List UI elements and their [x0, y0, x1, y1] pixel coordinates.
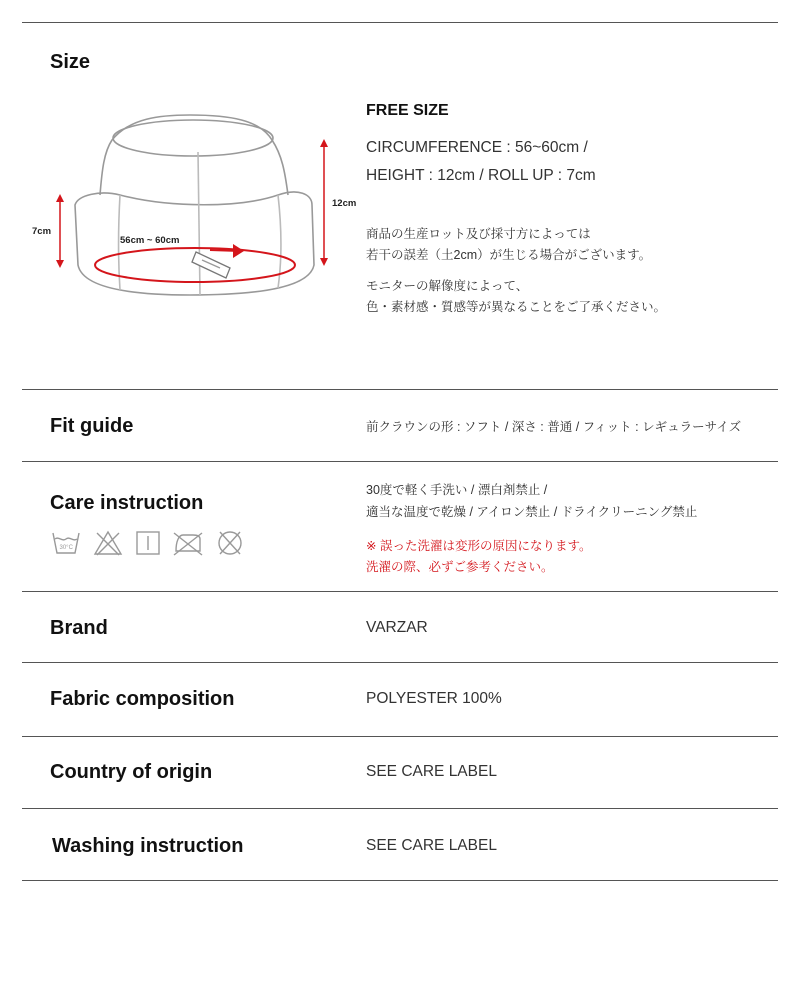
free-size-title: FREE SIZE	[366, 102, 449, 119]
divider-washing	[22, 880, 778, 881]
divider-size	[22, 389, 778, 390]
rollup-label: 7cm	[32, 226, 52, 237]
size-heading: Size	[50, 51, 91, 73]
hat-crown-top	[113, 120, 273, 156]
country-of-origin-value: SEE CARE LABEL	[366, 763, 497, 780]
top-divider	[22, 22, 778, 23]
svg-text:30°C: 30°C	[59, 545, 73, 551]
size-measurement-line-1: CIRCUMFERENCE : 56~60cm /	[366, 139, 588, 156]
divider-brand	[22, 662, 778, 663]
care-symbols	[50, 527, 250, 559]
care-text-line-1: 30度で軽く手洗い / 漂白剤禁止 /	[366, 483, 548, 497]
size-note-1-line-1: 商品の生産ロット及び採寸方によっては	[366, 227, 591, 241]
hat-tag	[192, 252, 230, 278]
care-instruction-label: Care instruction	[50, 492, 204, 514]
fabric-composition-value: POLYESTER 100%	[366, 690, 502, 707]
no-bleach-icon	[95, 532, 121, 555]
hat-size-diagram	[20, 100, 357, 310]
care-warning-line-1: ※ 誤った洗濯は変形の原因になります。	[366, 539, 592, 553]
washing-instruction-value: SEE CARE LABEL	[366, 837, 497, 854]
divider-care	[22, 591, 778, 592]
size-note-2-line-2: 色・素材感・質感等が異なることをご了承ください。	[366, 300, 667, 314]
no-dry-clean-icon	[219, 532, 241, 554]
washing-instruction-label: Washing instruction	[52, 835, 244, 857]
divider-origin	[22, 808, 778, 809]
circumference-label: 56cm ~ 60cm	[120, 235, 180, 246]
size-note-2-line-1: モニターの解像度によって、	[366, 279, 529, 293]
care-warning-line-2: 洗濯の際、必ずご参考ください。	[366, 560, 554, 574]
no-iron-icon	[174, 533, 202, 555]
fit-guide-value: 前クラウンの形 : ソフト / 深さ : 普通 / フィット : レギュラーサイズ	[366, 420, 742, 434]
brand-value: VARZAR	[366, 619, 428, 636]
divider-fit-guide	[22, 461, 778, 462]
hat-brim-outline	[75, 192, 314, 295]
fabric-composition-label: Fabric composition	[50, 688, 235, 710]
divider-fabric	[22, 736, 778, 737]
circumference-arrow-head	[233, 244, 244, 258]
brand-label: Brand	[50, 617, 108, 639]
size-measurement-line-2: HEIGHT : 12cm / ROLL UP : 7cm	[366, 167, 596, 184]
size-note-1-line-2: 若干の誤差（土2cm）が生じる場合がございます。	[366, 248, 652, 262]
rollup-arrow	[56, 194, 64, 268]
height-label: 12cm	[332, 198, 357, 209]
care-text-line-2: 適当な温度で乾燥 / アイロン禁止 / ドライクリーニング禁止	[366, 505, 698, 519]
height-arrow	[320, 139, 328, 266]
fit-guide-label: Fit guide	[50, 415, 134, 437]
tumble-dry-icon	[137, 532, 159, 554]
hand-wash-30-icon	[53, 533, 79, 553]
country-of-origin-label: Country of origin	[50, 761, 213, 783]
